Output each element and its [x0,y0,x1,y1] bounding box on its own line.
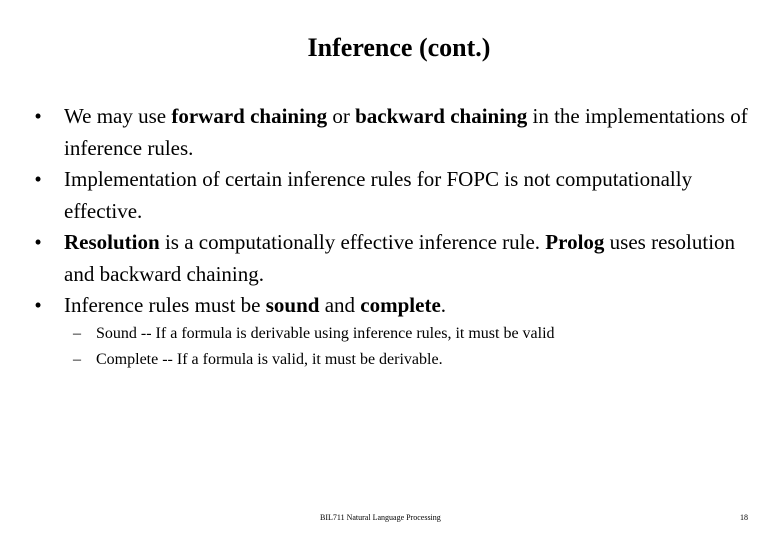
bullet-text: and [319,293,361,317]
sub-bullet-item [73,321,753,347]
bullet-text: Implementation of certain inference rules for FOPC is not computationally effective. [64,167,693,223]
bullet-icon: • [34,230,42,254]
bullet-text: is a computationally effective inference rule. [159,230,546,254]
bullet-list [28,101,758,322]
slide-title: Inference (cont.) [307,33,491,62]
slide-footer: BIL711 Natural Language Processing [320,513,441,522]
bold-term: Resolution [64,230,160,254]
bullet-text: We may use [64,104,172,128]
dash-icon: – [73,351,81,368]
sub-bullet-item [73,347,753,373]
dash-icon: – [73,325,81,342]
bold-term: forward chaining [171,104,328,128]
bullet-item [28,164,758,227]
bold-term: sound [265,293,320,317]
bullet-text: or [327,104,356,128]
bullet-text: uses resolution and backward chaining. [64,230,736,286]
sub-bullet-text: Sound -- If a formula is derivable using inference rules, it must be valid [96,325,555,342]
bullet-item [28,227,758,290]
page-number: 18 [740,513,748,522]
bullet-icon: • [34,293,42,317]
bullet-item [28,290,758,322]
bullet-item [28,101,758,164]
bullet-icon: • [34,167,42,191]
bullet-text: Inference rules must be [64,293,266,317]
sub-bullet-text: Complete -- If a formula is valid, it must be derivable. [96,351,443,368]
bullet-text: in the implementations of inference rules. [64,104,748,160]
bold-term: Prolog [545,230,605,254]
bullet-text: . [440,293,447,317]
bullet-icon: • [34,104,42,128]
bold-term: complete [360,293,441,317]
bold-term: backward chaining [355,104,528,128]
sub-bullet-list [73,321,753,373]
